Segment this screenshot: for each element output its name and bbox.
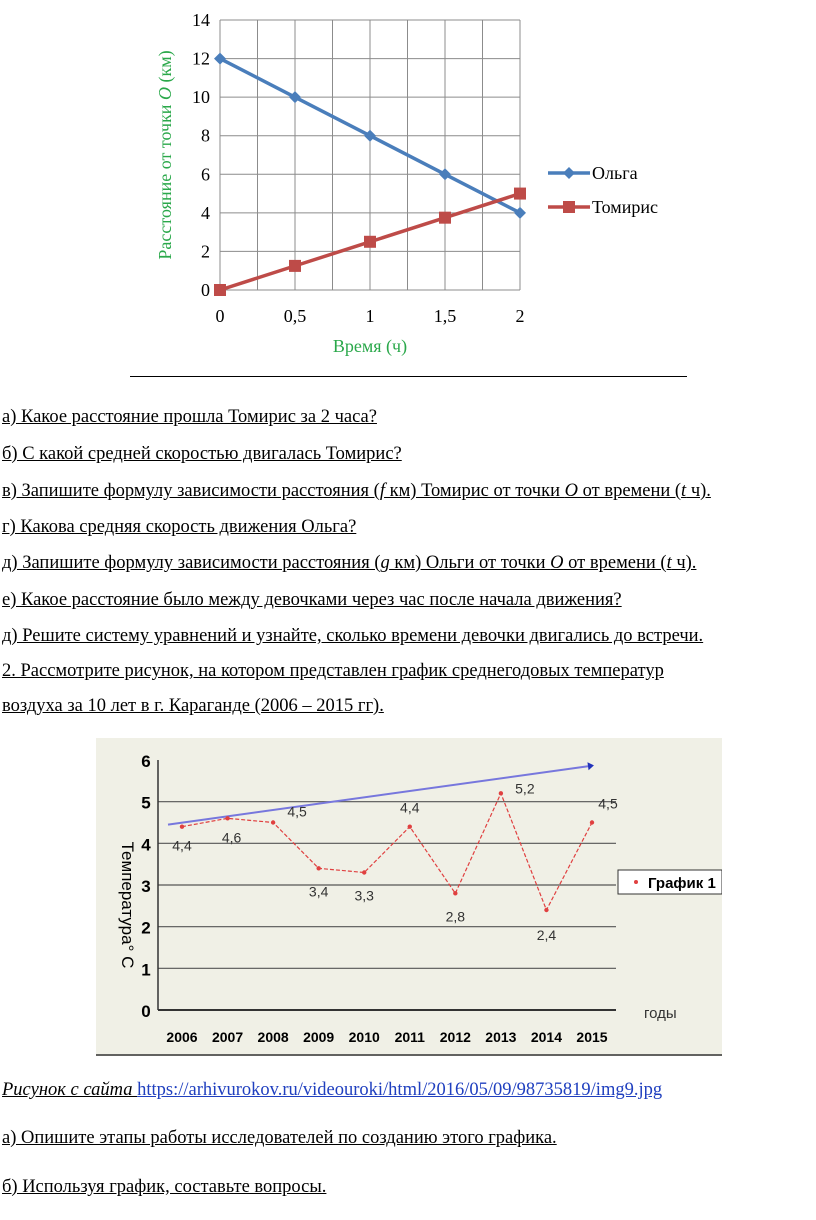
data-label: 4,5 [598, 795, 618, 812]
data-point [214, 284, 226, 296]
data-point [544, 908, 548, 912]
data-point [408, 824, 412, 828]
data-point [453, 891, 457, 895]
data-label: 4,4 [400, 799, 420, 816]
y-tick-label: 0 [141, 1002, 151, 1021]
x-tick-label: 2012 [439, 1029, 471, 1045]
data-point [362, 870, 366, 874]
task2-line1: 2. Рассмотрите рисунок, на котором представлен график среднегодовых температур [2, 661, 664, 681]
y-axis-label: Расстояние от точки O (км) [155, 50, 175, 260]
y-tick-label: 4 [141, 835, 151, 855]
y-tick-label: 5 [141, 793, 151, 813]
x-axis-label: годы [644, 1005, 677, 1022]
legend-marker [563, 167, 575, 179]
question-e: е) Какое расстояние было между девочками через час после начала движения? [2, 590, 622, 610]
question-d: д) Запишите формулу зависимости расстояния (g км) Ольги от точки O от времени (t ч). [2, 553, 697, 573]
x-tick-label: 2008 [257, 1029, 289, 1045]
data-point [514, 207, 526, 219]
question-g: г) Какова средняя скорость движения Ольга? [2, 517, 357, 537]
data-point [439, 212, 451, 224]
data-point [214, 53, 226, 65]
caption-link[interactable]: https://arhivurokov.ru/videouroki/html/2016/05/09/98735819/img9.jpg [137, 1080, 663, 1100]
y-tick-label: 6 [201, 164, 210, 185]
x-tick-label: 1 [365, 306, 375, 326]
y-tick-label: 0 [201, 280, 210, 300]
task2-line2: воздуха за 10 лет в г. Караганде (2006 – 2015 гг). [2, 696, 384, 716]
question-b: б) С какой средней скоростью двигалась Томирис? [2, 444, 402, 464]
data-label: 4,4 [172, 837, 192, 854]
data-point [364, 130, 376, 142]
y-tick-label: 8 [201, 125, 210, 146]
data-label: 4,5 [287, 803, 307, 820]
question-d2: д) Решите систему уравнений и узнайте, сколько времени девочки двигались до встречи. [2, 626, 704, 646]
task-b: б) Используя график, составьте вопросы. [2, 1177, 327, 1197]
data-label: 5,2 [515, 780, 535, 797]
question-a: а) Какое расстояние прошла Томирис за 2 часа? [2, 407, 377, 427]
legend-label: График 1 [648, 875, 716, 892]
legend-marker [634, 880, 638, 884]
x-tick-label: 2014 [530, 1029, 563, 1045]
data-point [364, 236, 376, 248]
x-tick-label: 2007 [211, 1029, 244, 1045]
x-axis-label: Время (ч) [332, 336, 408, 356]
data-point [271, 820, 275, 824]
data-point [316, 866, 320, 870]
legend-marker [563, 201, 575, 213]
data-label: 2,8 [445, 908, 466, 925]
x-tick-label: 2015 [576, 1029, 608, 1045]
data-point [289, 91, 301, 103]
temperature-chart [96, 738, 722, 1056]
x-tick-label: 2009 [303, 1029, 335, 1045]
data-point [180, 824, 184, 828]
data-point [225, 816, 229, 820]
legend-label: Ольга [592, 163, 638, 183]
x-tick-label: 1,5 [433, 306, 457, 326]
x-tick-label: 2010 [348, 1029, 380, 1045]
x-tick-label: 0,5 [283, 306, 307, 326]
y-tick-label: 14 [192, 10, 210, 30]
data-point [514, 188, 526, 200]
question-v: в) Запишите формулу зависимости расстояния (f км) Томирис от точки O от времени (t ч). [2, 481, 711, 501]
y-tick-label: 1 [141, 960, 151, 980]
data-point [289, 260, 301, 272]
data-point [499, 791, 503, 795]
data-label: 2,4 [536, 927, 557, 943]
chart-background [96, 738, 722, 1056]
y-tick-label: 12 [192, 48, 210, 69]
x-tick-label: 2 [515, 306, 525, 326]
task-a: а) Опишите этапы работы исследователей по созданию этого графика. [2, 1128, 557, 1148]
distance-time-chart [0, 0, 816, 372]
y-tick-label: 2 [141, 918, 151, 938]
y-tick-label: 6 [141, 752, 151, 771]
legend-label: Томирис [592, 197, 658, 217]
figure-caption [2, 1080, 662, 1101]
y-tick-label: 10 [192, 87, 210, 108]
x-tick-label: 0 [215, 306, 225, 326]
x-tick-label: 2006 [166, 1029, 198, 1045]
x-tick-label: 2011 [394, 1029, 425, 1045]
data-label: 3,4 [308, 883, 329, 900]
data-label: 3,3 [354, 887, 374, 904]
y-tick-label: 2 [201, 241, 210, 262]
separator-line [130, 376, 687, 377]
data-point [590, 820, 594, 824]
caption-label: Рисунок с сайта [2, 1080, 138, 1100]
data-label: 4,6 [221, 829, 242, 846]
y-tick-label: 4 [201, 202, 210, 223]
y-tick-label: 3 [141, 877, 151, 896]
y-axis-label: Температура° С [118, 841, 137, 969]
data-point [439, 168, 451, 180]
x-tick-label: 2013 [485, 1029, 517, 1045]
